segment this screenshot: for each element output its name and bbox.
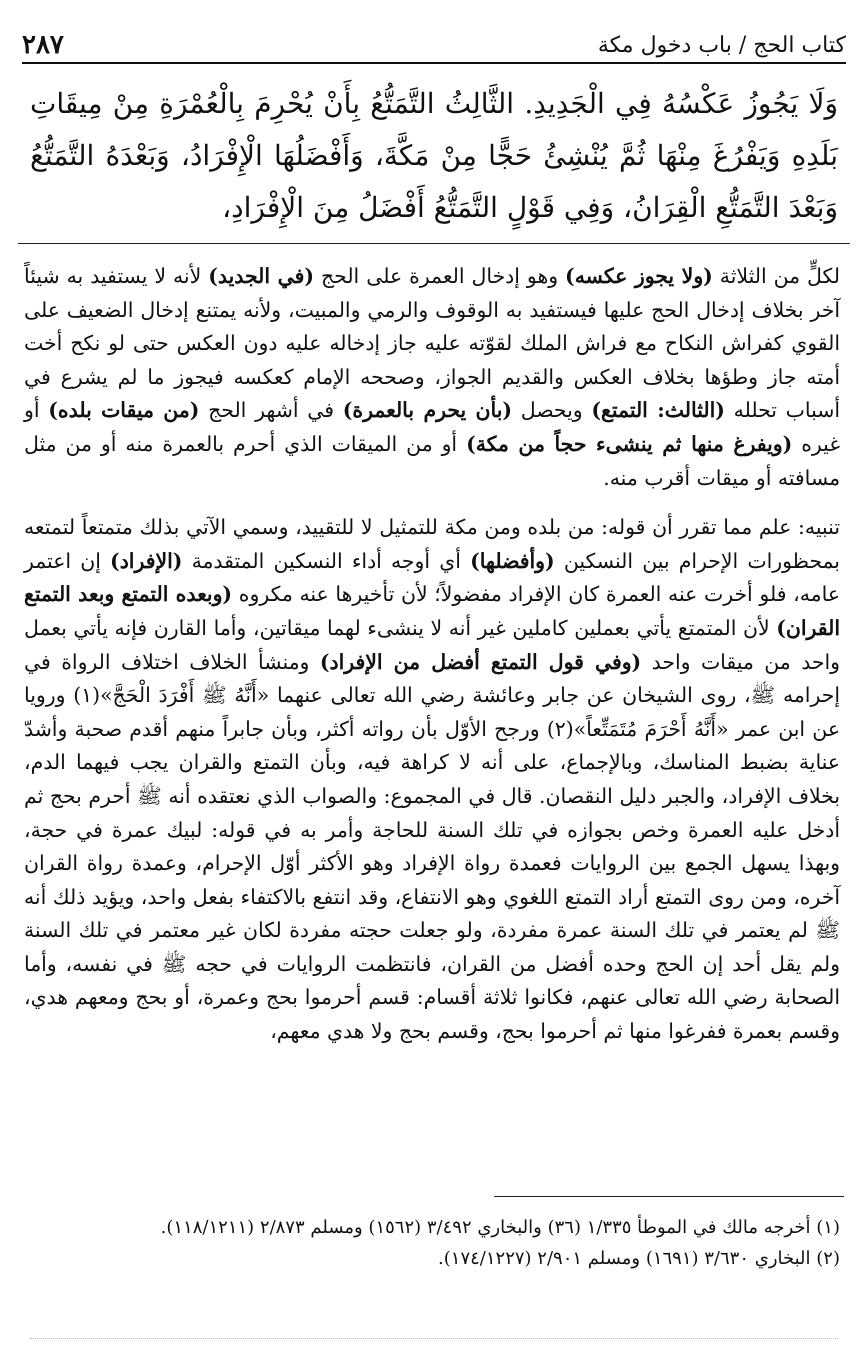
commentary-paragraph-2 [24, 511, 840, 1049]
text-run: لكلٍّ من الثلاثة [712, 264, 840, 288]
quoted-matn: (ولا يجوز عكسه) [565, 264, 713, 288]
text-run: وهو إدخال العمرة على الحج [314, 264, 566, 288]
commentary-body [24, 260, 840, 1065]
text-run: أو غيره [24, 398, 840, 456]
text-run: لأن المتمتع يأتي بعملين كاملين غير أنه لا ينشىء لهما ميقاتين، وأما القارن فإنه يأتي بعمل واحد من ميقات واحد [24, 615, 841, 674]
quoted-matn: (في الجديد) [208, 264, 315, 288]
quoted-matn: (بأن يحرم بالعمرة) [342, 398, 513, 423]
text-run: أو من الميقات الذي أحرم بالعمرة منه أو من مثل مسافته أو ميقات أقرب منه. [24, 431, 840, 490]
page-bottom-edge [30, 1338, 838, 1339]
quoted-matn: (ويفرغ منها ثم ينشىء حجاً من مكة) [466, 431, 793, 456]
commentary-paragraph-1 [24, 260, 840, 495]
text-run: لأنه لا يستفيد به شيئاً آخر بخلاف إدخال الحج عليها فيستفيد به الوقوف والرمي والمبيت، ولأنه يمتنع إدخال الضعيف على القوي كفراش النكاح مع فراش الملك لقوّته عليه جاز إدخاله عليه دون العكس حتى لو نكح أخت أمته جاز وطؤها بخلاف العكس والقديم الجواز، وصححه الإمام كعكسه فيجوز ما لم يشرع في أسباب تحلله [24, 264, 840, 423]
footnote-2: (٢) البخاري ٣/٦٣٠ (١٦٩١) ومسلم ٢/٩٠١ (١٧٤/١٢٢٧). [438, 1248, 840, 1269]
quoted-matn: (وأفضلها) [470, 548, 555, 573]
quoted-matn: (وفي قول التمتع أفضل من الإفراد) [319, 649, 642, 674]
running-title: كتاب الحج / باب دخول مكة [597, 33, 846, 58]
quoted-matn: (الثالث: التمتع) [591, 398, 725, 423]
page-number: ٢٨٧ [22, 30, 64, 60]
text-run: أي أوجه أداء النسكين المتقدمة [182, 548, 471, 573]
text-run: ومنشأ الخلاف اختلاف الرواة في إحرامه ﷺ، روى الشيخان عن جابر وعائشة رضي الله تعالى عنهما «أَنَّهُ ﷺ أَفْرَدَ الْحَجَّ»(١) ورويا عن ابن عمر «أَنَّهُ أَحْرَمَ مُتَمَتِّعاً»(٢) ورجح الأوّل بأن رواته أكثر، وبأن جابراً منهم أقدم صحبة وأشدّ عناية بضبط المناسك، وبالإجماع، على أنه لا كراهة فيه، وبأن التمتع والقران يجب فيهما الدم، بخلاف الإفراد، والجبر دليل النقصان. قال في المجموع: والصواب الذي نعتقده أنه ﷺ أحرم بحج ثم أدخل عليه العمرة وخص بجوازه في تلك السنة للحاجة وأمر به في قوله: لبيك عمرة في حجة، وبهذا يسهل الجمع بين الروايات فعمدة رواة الإفراد وهو الأكثر أوّل الإحرام، وعمدة رواة القران آخره، ومن روى التمتع أراد التمتع اللغوي وهو الانتفاع، وقد انتفع بالاكتفاء بفعل واحد، ويؤيد ذلك أنه ﷺ لم يعتمر في تلك السنة عمرة مفردة، ولو جعلت حجته مفردة لكان غير معتمر في تلك السنة ولم يقل أحد إن الحج وحده أفضل من القران، فانتظمت الروايات في حجه ﷺ في نفسه، وأما الصحابة رضي الله تعالى عنهم، فكانوا ثلاثة أقسام: قسم أحرموا بحج وعمرة، أو بحج ومعهم هدي، وقسم بعمرة ففرغوا منها ثم أحرموا بحج، وقسم بحج ولا هدي معهم، [24, 649, 840, 1044]
page-header [22, 22, 846, 64]
quoted-matn: (من ميقات بلده) [48, 398, 200, 423]
text-run: ويحصل [512, 398, 592, 423]
text-run: تنبيه: علم مما تقرر أن قوله: من بلده ومن مكة للتمثيل لا للتقييد، وسمي الآتي بذلك متمتعاً لتمتعه بمحظورات الإحرام بين النسكين [24, 515, 840, 573]
footnote-1: (١) أخرجه مالك في الموطأ ١/٣٣٥ (٣٦) والبخاري ٣/٤٩٢ (١٥٦٢) ومسلم ٢/٨٧٣ (١١٨/١٢١١). [160, 1217, 840, 1238]
quoted-matn: (الإفراد) [110, 548, 183, 573]
footnote-divider [494, 1196, 844, 1197]
matn-divider [18, 243, 850, 244]
quoted-matn: (وبعده التمتع وبعد التمتع القران) [24, 582, 840, 640]
text-run: إن اعتمر عامه، فلو أخرت عنه العمرة كان الإفراد مفضولاً؛ لأن تأخيرها عنه مكروه [24, 548, 840, 607]
footnotes [24, 1212, 840, 1274]
text-run: في أشهر الحج [199, 398, 343, 423]
matn-text: وَلَا يَجُوزُ عَكْسُهُ فِي الْجَدِيدِ. الثَّالِثُ التَّمَتُّعُ بِأَنْ يُحْرِمَ بِالْعُمْرَةِ مِنْ مِيقَاتِ بَلَدِهِ وَيَفْرُغَ مِنْهَا ثُمَّ يُنْشِئُ حَجًّا مِنْ مَكَّةَ، وَأَفْضَلُهَا الْإِفْرَادُ، وَبَعْدَهُ التَّمَتُّعُ وَبَعْدَ التَّمَتُّعِ الْقِرَانُ، وَفِي قَوْلٍ التَّمَتُّعُ أَفْضَلُ مِنَ الْإِفْرَادِ، [30, 87, 838, 224]
